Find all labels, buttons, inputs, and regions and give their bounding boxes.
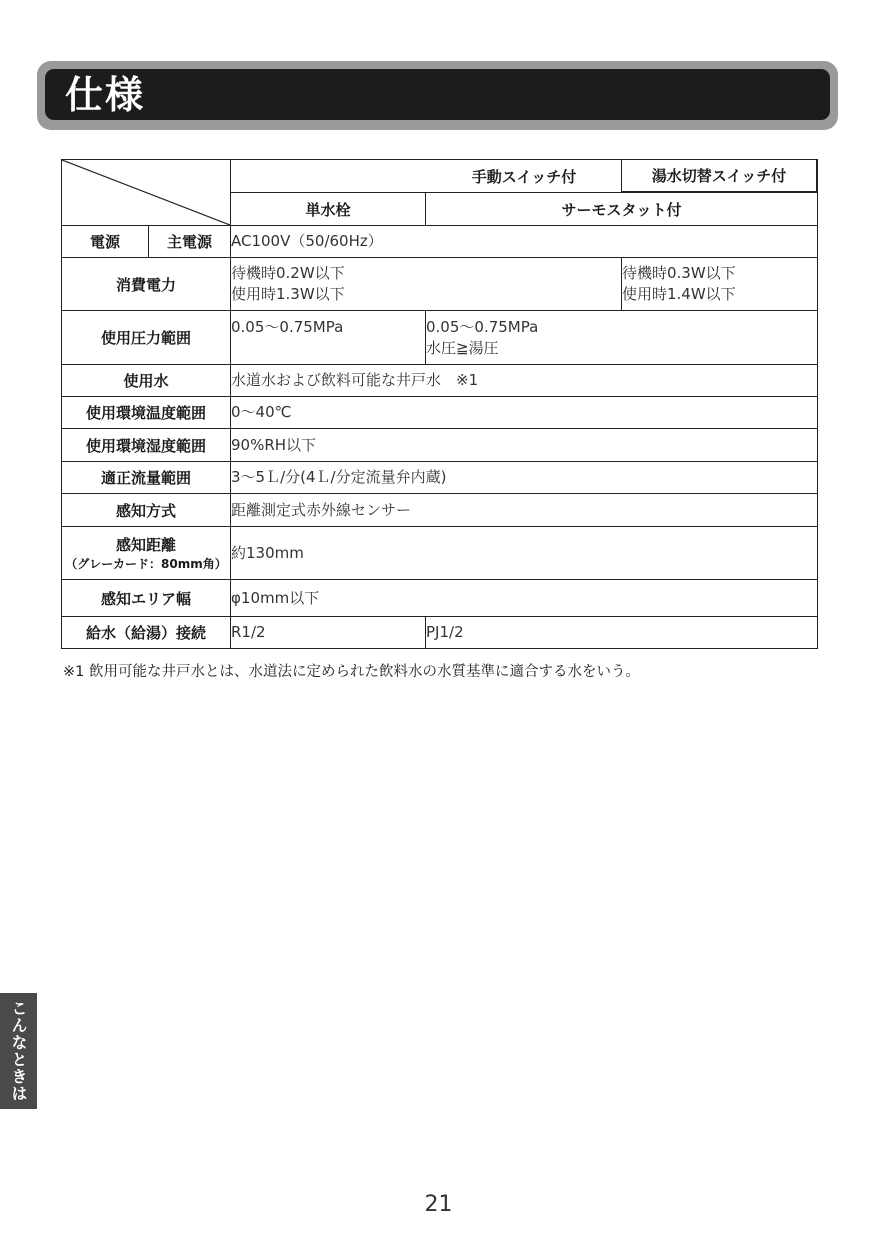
corner-cell xyxy=(62,160,231,226)
row-water xyxy=(62,365,818,397)
label-connection: 給水（給湯）接続 xyxy=(62,617,231,649)
row-sensing-method xyxy=(62,494,818,527)
header-thermostat: サーモスタット付 xyxy=(426,193,818,226)
label-gray-card: （グレーカード：80mm角） xyxy=(65,557,227,571)
label-sensing-method: 感知方式 xyxy=(62,494,231,527)
value-pressure-single: 0.05〜0.75MPa xyxy=(231,311,426,365)
label-main-power: 主電源 xyxy=(149,226,231,258)
label-pressure: 使用圧力範囲 xyxy=(62,311,231,365)
value-consumption-switch xyxy=(622,258,818,311)
row-connection xyxy=(62,617,818,649)
label-water: 使用水 xyxy=(62,365,231,397)
value-connection-single: R1/2 xyxy=(231,617,426,649)
header-hot-cold-switch: 湯水切替スイッチ付 xyxy=(621,159,817,192)
pressure-thermo-range: 0.05〜0.75MPa xyxy=(426,317,539,336)
value-consumption-manual xyxy=(231,258,622,311)
label-sensing-area: 感知エリア幅 xyxy=(62,580,231,617)
label-power: 電源 xyxy=(62,226,149,258)
consumption-switch-standby: 待機時0.3W以下 xyxy=(622,264,736,282)
value-connection-thermo: PJ1/2 xyxy=(426,617,818,649)
row-sensing-area xyxy=(62,580,818,617)
value-water: 水道水および飲料可能な井戸水 ※1 xyxy=(231,365,818,397)
diagonal-line xyxy=(62,160,230,225)
value-temperature: 0〜40℃ xyxy=(231,397,818,429)
value-flow: 3〜5Ｌ/分(4Ｌ/分定流量弁内蔵) xyxy=(231,462,818,494)
consumption-manual-use: 使用時1.3W以下 xyxy=(231,285,345,303)
value-pressure-thermo xyxy=(426,311,818,365)
label-sensing-distance-cell xyxy=(62,527,231,580)
row-sensing-distance xyxy=(62,527,818,580)
label-consumption: 消費電力 xyxy=(62,258,231,311)
row-power xyxy=(62,226,818,258)
spec-table xyxy=(61,159,818,649)
page-title: 仕様 xyxy=(65,73,146,117)
row-humidity xyxy=(62,429,818,462)
label-flow: 適正流量範囲 xyxy=(62,462,231,494)
row-pressure xyxy=(62,311,818,365)
value-sensing-area: φ10mm以下 xyxy=(231,580,818,617)
row-temperature xyxy=(62,397,818,429)
value-humidity: 90%RH以下 xyxy=(231,429,818,462)
label-temperature: 使用環境温度範囲 xyxy=(62,397,231,429)
page-number: 21 xyxy=(424,1192,453,1217)
consumption-manual-standby: 待機時0.2W以下 xyxy=(231,264,345,282)
value-sensing-distance: 約130mm xyxy=(231,527,818,580)
footnote: ※1 飲用可能な井戸水とは、水道法に定められた飲料水の水質基準に適合する水をいう。 xyxy=(63,664,640,680)
header-single-faucet: 単水栓 xyxy=(231,193,426,226)
label-sensing-distance: 感知距離 xyxy=(115,536,176,554)
title-bar xyxy=(37,61,838,130)
label-humidity: 使用環境湿度範囲 xyxy=(62,429,231,462)
value-power: AC100V（50/60Hz） xyxy=(231,226,818,258)
row-flow xyxy=(62,462,818,494)
header-manual-switch: 手動スイッチ付 xyxy=(231,160,818,193)
pressure-thermo-condition: 水圧≧湯圧 xyxy=(426,338,499,357)
value-sensing-method: 距離測定式赤外線センサー xyxy=(231,494,818,527)
side-tab[interactable]: こんなときは xyxy=(0,993,37,1109)
consumption-switch-use: 使用時1.4W以下 xyxy=(622,285,736,303)
row-consumption xyxy=(62,258,818,311)
title-inner xyxy=(45,69,830,120)
